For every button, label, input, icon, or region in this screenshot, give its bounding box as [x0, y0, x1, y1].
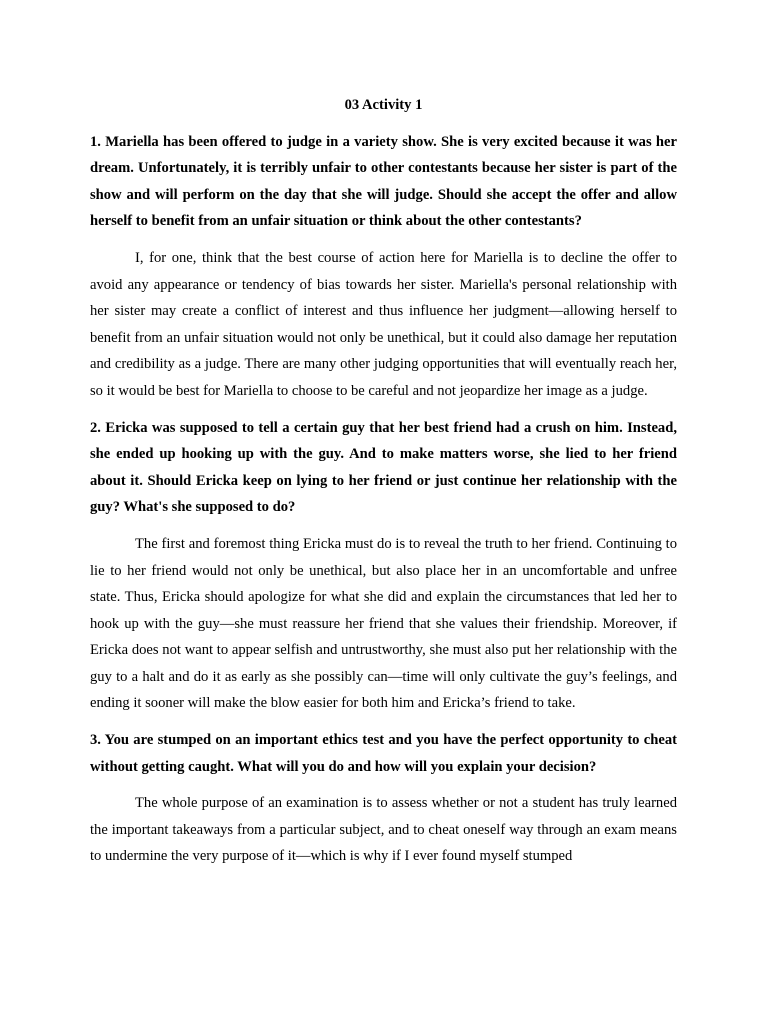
answer-2: The first and foremost thing Ericka must do is to reveal the truth to her friend. Continuing to lie to her friend would not only be unethical, but also place her in an uncomfortable and unfree state. Thus, Ericka should apologize for what she did and explain the circumstances that led her to hook up with the guy—she must reassure her friend that she values their friendship. Moreover, if Ericka does not want to appear selfish and untrustworthy, she must also put her relationship with the guy to a halt and do it as early as she possibly can—time will only cultivate the guy’s feelings, and ending it sooner will make the blow easier for both him and Ericka’s friend to take.	[90, 535, 677, 712]
section-2	[90, 415, 677, 718]
section-3	[90, 727, 677, 870]
question-3: 3. You are stumped on an important ethics test and you have the perfect opportunity to cheat without getting caught. What will you do and how will you explain your decision?	[90, 732, 677, 775]
document-title: 03 Activity 1	[344, 97, 423, 113]
answer-1: I, for one, think that the best course of action here for Mariella is to decline the offer to avoid any appearance or tendency of bias towards her sister. Mariella's personal relationship with her sister may create a conflict of interest and thus influence her judgment—allowing herself to benefit from an unfair situation would not only be unethical, but it could also damage her reputation and credibility as a judge. There are many other judging opportunities that will eventually reach her, so it would be best for Mariella to choose to be careful and not jeopardize her image as a judge.	[90, 249, 677, 399]
answer-3: The whole purpose of an examination is to assess whether or not a student has truly learned the important takeaways from a particular subject, and to cheat oneself way through an exam means to undermine the very purpose of it—which is why if I ever found myself stumped	[90, 795, 677, 865]
question-1: 1. Mariella has been offered to judge in a variety show. She is very excited because it was her dream. Unfortunately, it is terribly unfair to other contestants because her sister is part of the show and will perform on the day that she will judge. Should she accept the offer and allow herself to benefit from an unfair situation or think about the other contestants?	[90, 133, 677, 230]
question-2: 2. Ericka was supposed to tell a certain guy that her best friend had a crush on him. Instead, she ended up hooking up with the guy. And to make matters worse, she lied to her friend about it. Should Ericka keep on lying to her friend or just continue her relationship with the guy? What's she supposed to do?	[90, 419, 677, 516]
document-page	[90, 92, 677, 880]
section-1	[90, 129, 677, 405]
